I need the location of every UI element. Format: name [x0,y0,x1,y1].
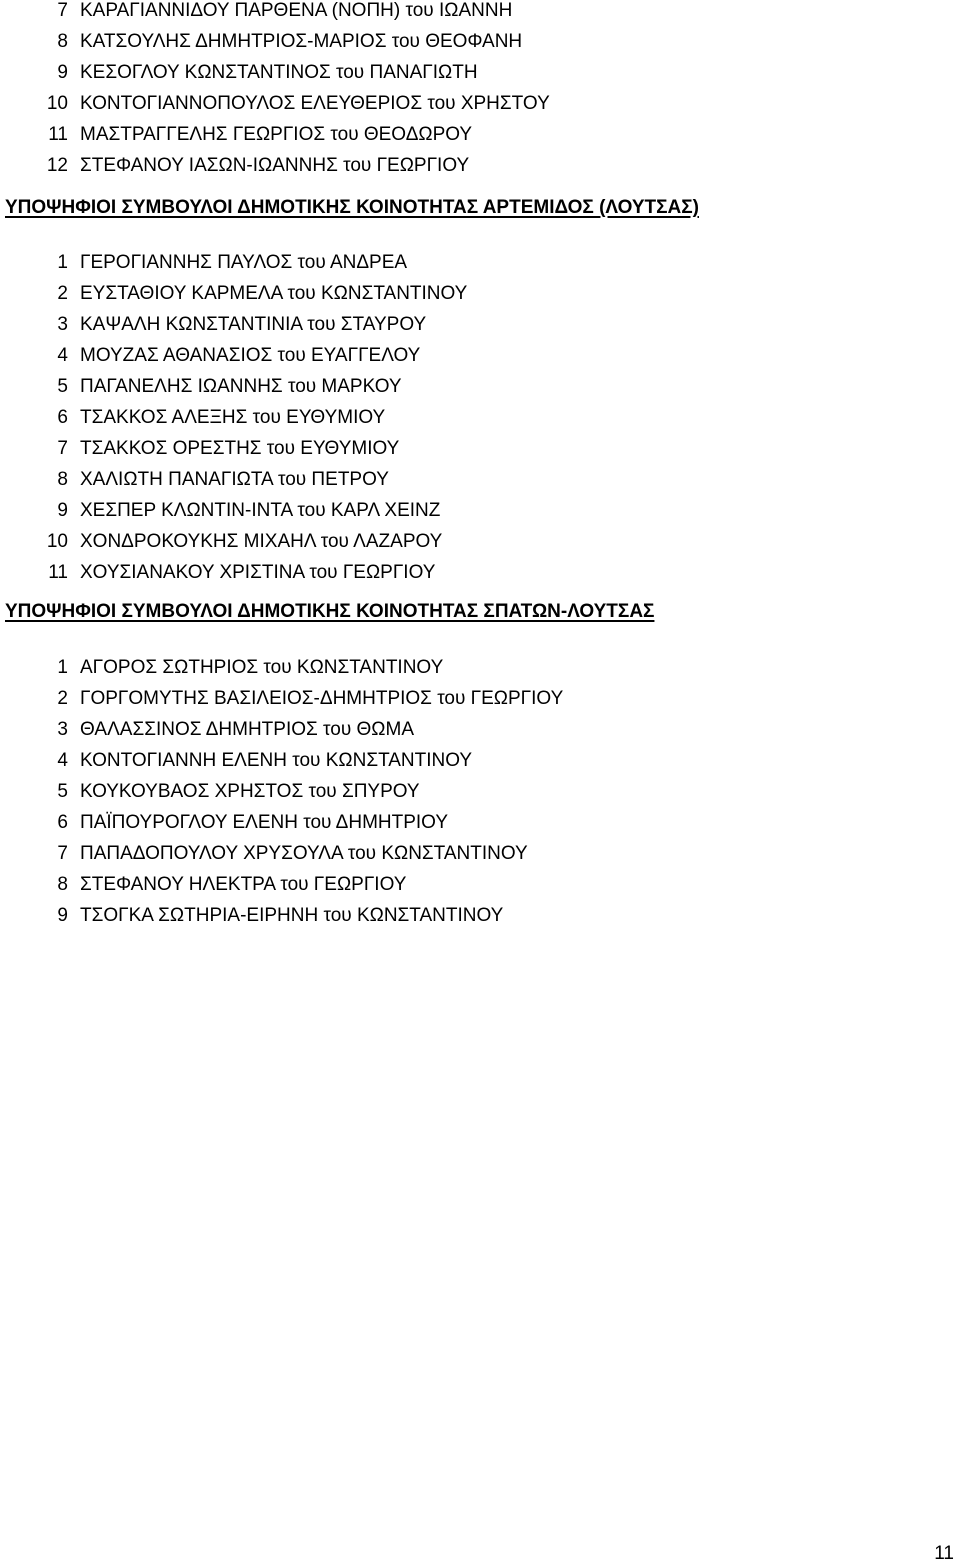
candidate-name: ΚΟΥΚΟΥΒΑΟΣ ΧΡΗΣΤΟΣ του ΣΠΥΡΟΥ [80,781,420,802]
list-item [0,557,960,588]
candidate-number: 11 [48,124,68,145]
candidate-number: 6 [57,407,68,428]
list-item [0,88,960,119]
candidate-name: ΧΟΝΔΡΟΚΟΥΚΗΣ ΜΙΧΑΗΛ του ΛΑΖΑΡΟΥ [80,531,443,552]
candidate-number: 11 [48,562,68,583]
candidate-name: ΤΣΑΚΚΟΣ ΑΛΕΞΗΣ του ΕΥΘΥΜΙΟΥ [80,407,386,428]
list-item [0,495,960,526]
candidate-name: ΚΕΣΟΓΛΟΥ ΚΩΝΣΤΑΝΤΙΝΟΣ του ΠΑΝΑΓΙΩΤΗ [80,62,478,83]
list-item [0,838,960,869]
section-heading-artemida: ΥΠΟΨΗΦΙΟΙ ΣΥΜΒΟΥΛΟΙ ΔΗΜΟΤΙΚΗΣ ΚΟΙΝΟΤΗΤΑΣ ΑΡΤΕΜΙΔΟΣ (ΛΟΥΤΣΑΣ) [5,197,699,218]
list-item [0,776,960,807]
candidate-name: ΚΑΨΑΛΗ ΚΩΝΣΤΑΝΤΙΝΙΑ του ΣΤΑΥΡΟΥ [80,314,427,335]
candidate-number: 6 [57,812,68,833]
candidate-number: 7 [57,0,68,21]
candidate-name: ΘΑΛΑΣΣΙΝΟΣ ΔΗΜΗΤΡΙΟΣ του ΘΩΜΑ [80,719,414,740]
list-item [0,26,960,57]
section-heading-spata: ΥΠΟΨΗΦΙΟΙ ΣΥΜΒΟΥΛΟΙ ΔΗΜΟΤΙΚΗΣ ΚΟΙΝΟΤΗΤΑΣ ΣΠΑΤΩΝ-ΛΟΥΤΣΑΣ [5,601,655,622]
candidate-name: ΓΕΡΟΓΙΑΝΝΗΣ ΠΑΥΛΟΣ του ΑΝΔΡΕΑ [80,252,408,273]
list-item [0,57,960,88]
candidate-number: 1 [57,657,68,678]
candidate-number: 5 [57,376,68,397]
candidate-name: ΠΑΠΑΔΟΠΟΥΛΟΥ ΧΡΥΣΟΥΛΑ του ΚΩΝΣΤΑΝΤΙΝΟΥ [80,843,528,864]
list-item [0,433,960,464]
list-item [0,371,960,402]
page-number: 11 [934,1543,954,1564]
candidate-name: ΠΑΓΑΝΕΛΗΣ ΙΩΑΝΝΗΣ του ΜΑΡΚΟΥ [80,376,402,397]
list-item [0,714,960,745]
candidate-name: ΚΟΝΤΟΓΙΑΝΝΟΠΟΥΛΟΣ ΕΛΕΥΘΕΡΙΟΣ του ΧΡΗΣΤΟΥ [80,93,550,114]
list-item [0,464,960,495]
candidate-number: 9 [57,905,68,926]
candidate-name: ΚΟΝΤΟΓΙΑΝΝΗ ΕΛΕΝΗ του ΚΩΝΣΤΑΝΤΙΝΟΥ [80,750,473,771]
candidate-number: 3 [57,314,68,335]
list-item [0,119,960,150]
candidate-name: ΣΤΕΦΑΝΟΥ ΙΑΣΩΝ-ΙΩΑΝΝΗΣ του ΓΕΩΡΓΙΟΥ [80,155,470,176]
candidate-number: 7 [57,843,68,864]
list-item [0,278,960,309]
candidate-number: 2 [57,688,68,709]
list-item [0,0,960,26]
list-item [0,247,960,278]
candidate-name: ΜΑΣΤΡΑΓΓΕΛΗΣ ΓΕΩΡΓΙΟΣ του ΘΕΟΔΩΡΟΥ [80,124,473,145]
candidate-number: 5 [57,781,68,802]
list-item [0,683,960,714]
list-item [0,652,960,683]
artemida-candidate-list [0,247,960,588]
candidate-number: 1 [57,252,68,273]
candidate-number: 2 [57,283,68,304]
candidate-number: 4 [57,345,68,366]
candidate-number: 4 [57,750,68,771]
list-item [0,402,960,433]
candidate-name: ΑΓΟΡΟΣ ΣΩΤΗΡΙΟΣ του ΚΩΝΣΤΑΝΤΙΝΟΥ [80,657,444,678]
candidate-number: 8 [57,469,68,490]
candidate-name: ΠΑΪΠΟΥΡΟΓΛΟΥ ΕΛΕΝΗ του ΔΗΜΗΤΡΙΟΥ [80,812,449,833]
list-item [0,309,960,340]
list-item [0,745,960,776]
candidate-name: ΤΣΟΓΚΑ ΣΩΤΗΡΙΑ-ΕΙΡΗΝΗ του ΚΩΝΣΤΑΝΤΙΝΟΥ [80,905,504,926]
candidate-number: 7 [57,438,68,459]
candidate-name: ΧΑΛΙΩΤΗ ΠΑΝΑΓΙΩΤΑ του ΠΕΤΡΟΥ [80,469,389,490]
spata-candidate-list [0,652,960,931]
list-item [0,340,960,371]
candidate-name: ΚΑΡΑΓΙΑΝΝΙΔΟΥ ΠΑΡΘΕΝΑ (ΝΟΠΗ) του ΙΩΑΝΝΗ [80,0,513,21]
candidate-name: ΧΕΣΠΕΡ ΚΛΩΝΤΙΝ-ΙΝΤΑ του ΚΑΡΛ ΧΕΙΝΖ [80,500,441,521]
candidate-number: 3 [57,719,68,740]
candidate-name: ΧΟΥΣΙΑΝΑΚΟΥ ΧΡΙΣΤΙΝΑ του ΓΕΩΡΓΙΟΥ [80,562,436,583]
candidate-name: ΜΟΥΖΑΣ ΑΘΑΝΑΣΙΟΣ του ΕΥΑΓΓΕΛΟΥ [80,345,421,366]
list-item [0,900,960,931]
candidate-number: 8 [57,874,68,895]
continued-candidate-list [0,0,960,181]
list-item [0,807,960,838]
candidate-name: ΕΥΣΤΑΘΙΟΥ ΚΑΡΜΕΛΑ του ΚΩΝΣΤΑΝΤΙΝΟΥ [80,283,468,304]
list-item [0,526,960,557]
candidate-name: ΓΟΡΓΟΜΥΤΗΣ ΒΑΣΙΛΕΙΟΣ-ΔΗΜΗΤΡΙΟΣ του ΓΕΩΡΓΙΟΥ [80,688,564,709]
list-item [0,150,960,181]
candidate-number: 8 [57,31,68,52]
candidate-number: 10 [46,93,68,114]
candidate-name: ΚΑΤΣΟΥΛΗΣ ΔΗΜΗΤΡΙΟΣ-ΜΑΡΙΟΣ του ΘΕΟΦΑΝΗ [80,31,523,52]
candidate-name: ΣΤΕΦΑΝΟΥ ΗΛΕΚΤΡΑ του ΓΕΩΡΓΙΟΥ [80,874,407,895]
candidate-number: 10 [46,531,68,552]
candidate-number: 12 [46,155,68,176]
candidate-number: 9 [57,62,68,83]
candidate-number: 9 [57,500,68,521]
candidate-name: ΤΣΑΚΚΟΣ ΟΡΕΣΤΗΣ του ΕΥΘΥΜΙΟΥ [80,438,400,459]
list-item [0,869,960,900]
